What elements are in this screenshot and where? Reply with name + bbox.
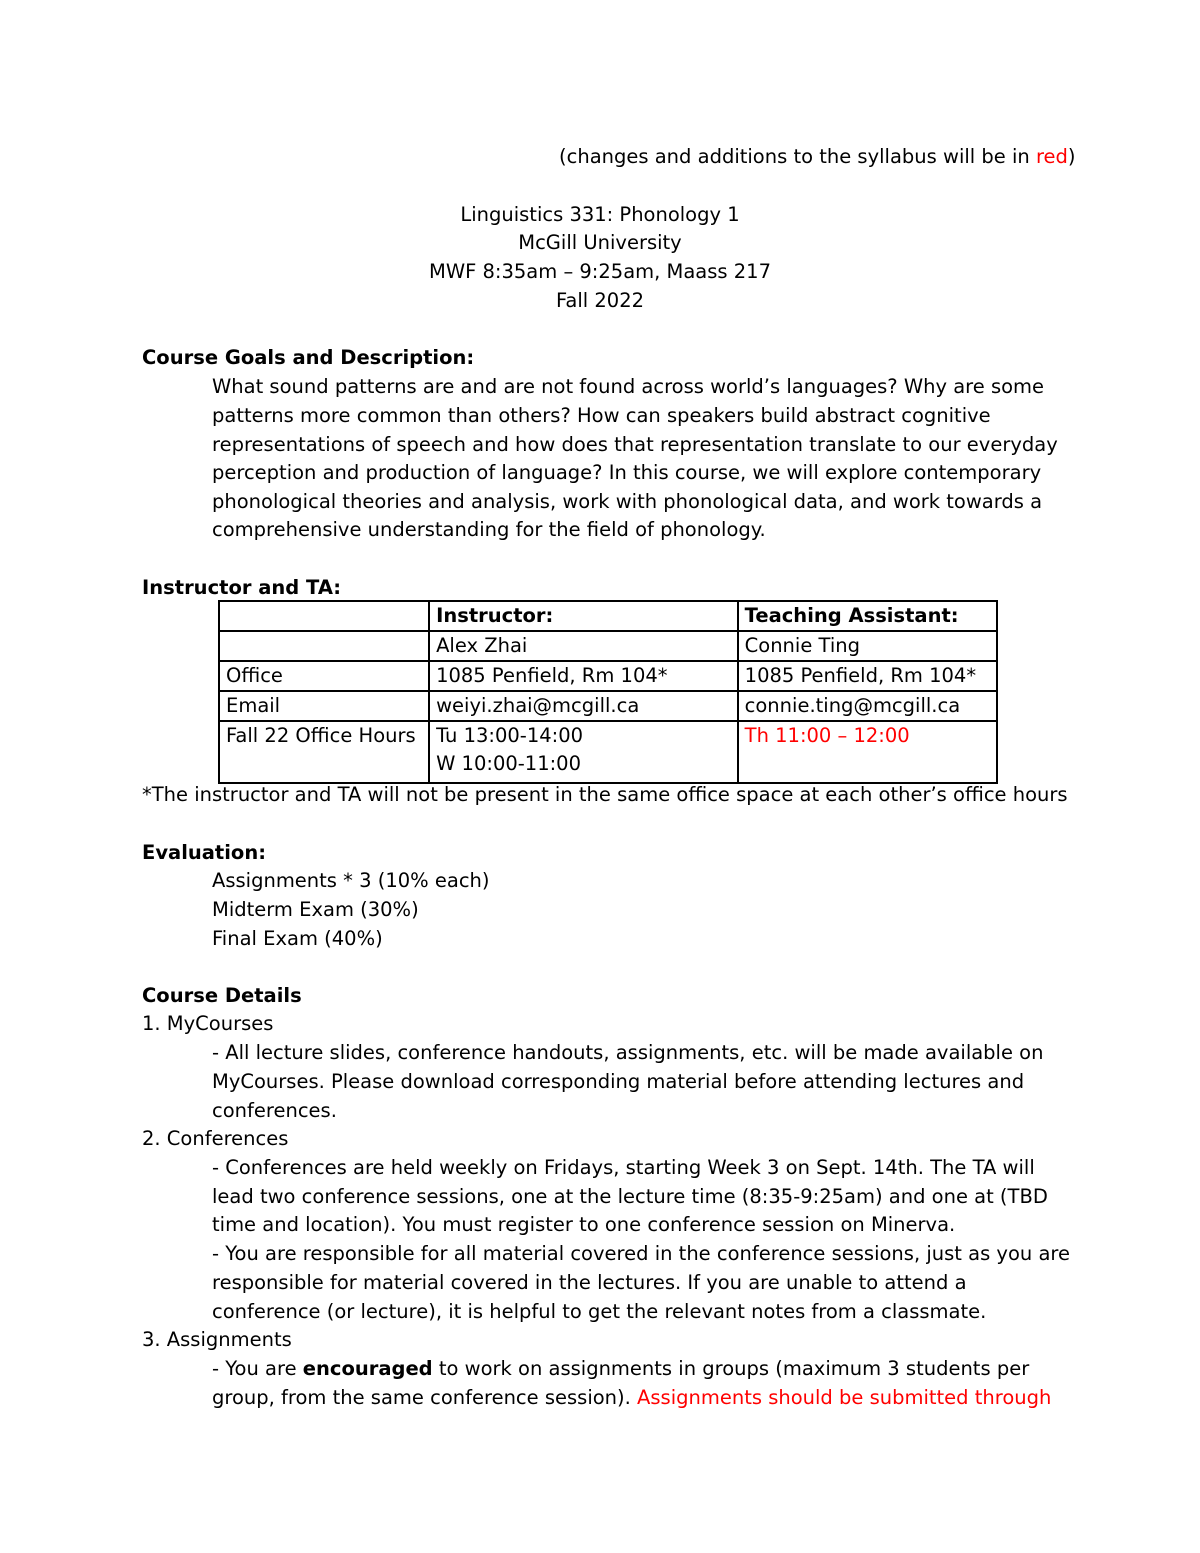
assignments-title: 3. Assignments [142,1328,292,1351]
goals-line: What sound patterns are and are not found across world’s languages? Why are some [212,375,1045,398]
conferences-line: lead two conference sessions, one at the lecture time (8:35-9:25am) and one at (TBD [212,1185,1048,1208]
assignments-red-text: Assignments should be submitted through [637,1386,1052,1409]
mycourses-title: 1. MyCourses [142,1012,274,1035]
note-prefix: (changes and additions to the syllabus will be in [559,145,1036,168]
ta-office: 1085 Penfield, Rm 104* [738,661,997,691]
assignments-line [212,1383,1051,1412]
assignments-text: group, from the same conference session). [212,1386,638,1409]
goals-heading: Course Goals and Description: [142,346,475,369]
ta-email: connie.ting@mcgill.ca [738,691,997,721]
evaluation-item: Assignments * 3 (10% each) [212,869,490,892]
evaluation-item: Final Exam (40%) [212,927,383,950]
mycourses-line: conferences. [212,1099,337,1122]
goals-line: comprehensive understanding for the field of phonology. [212,518,766,541]
table-row [219,661,997,691]
goals-line: representations of speech and how does that representation translate to our everyday [212,433,1058,456]
conferences-line: conference (or lecture), it is helpful to get the relevant notes from a classmate. [212,1300,987,1323]
table-row [219,601,997,631]
university-name: McGill University [518,231,682,254]
table-header-instructor: Instructor: [429,601,738,631]
assignments-line [212,1354,1029,1383]
table-cell [219,601,429,631]
instructor-hours-line: W 10:00-11:00 [436,752,581,775]
goals-line: patterns more common than others? How can speakers build abstract cognitive [212,404,991,427]
conferences-line: time and location). You must register to one conference session on Minerva. [212,1213,956,1236]
course-term: Fall 2022 [555,289,645,312]
staff-table [218,600,998,784]
row-label-office: Office [219,661,429,691]
staff-heading: Instructor and TA: [142,576,342,599]
conferences-title: 2. Conferences [142,1127,289,1150]
table-row [219,631,997,661]
table-header-ta: Teaching Assistant: [738,601,997,631]
details-heading: Course Details [142,984,302,1007]
course-title: Linguistics 331: Phonology 1 [460,203,740,226]
instructor-hours [429,721,738,783]
table-cell [219,631,429,661]
table-row [219,691,997,721]
conferences-line: - Conferences are held weekly on Fridays, starting Week 3 on Sept. 14th. The TA will [212,1156,1035,1179]
assignments-text: - You are [212,1357,303,1380]
note-red-word: red [1035,145,1068,168]
mycourses-line: - All lecture slides, conference handouts, assignments, etc. will be made available on [212,1041,1044,1064]
ta-name: Connie Ting [738,631,997,661]
instructor-office: 1085 Penfield, Rm 104* [429,661,738,691]
instructor-email: weiyi.zhai@mcgill.ca [429,691,738,721]
course-schedule: MWF 8:35am – 9:25am, Maass 217 [429,260,771,283]
conferences-line: responsible for material covered in the lectures. If you are unable to attend a [212,1271,967,1294]
mycourses-line: MyCourses. Please download corresponding material before attending lectures and [212,1070,1025,1093]
table-row [219,721,997,783]
row-label-email: Email [219,691,429,721]
red-changes-note [559,142,1076,171]
assignments-text: to work on assignments in groups (maximum 3 students per [432,1357,1030,1380]
evaluation-item: Midterm Exam (30%) [212,898,419,921]
assignments-bold-text: encouraged [302,1357,433,1380]
office-footnote: *The instructor and TA will not be present in the same office space at each other’s office hours [142,783,1068,806]
goals-line: perception and production of language? In this course, we will explore contemporary [212,461,1042,484]
evaluation-heading: Evaluation: [142,841,266,864]
ta-hours: Th 11:00 – 12:00 [738,721,997,783]
row-label-office-hours: Fall 22 Office Hours [219,721,429,783]
note-suffix: ) [1067,145,1076,168]
instructor-hours-line: Tu 13:00-14:00 [436,724,584,747]
instructor-name: Alex Zhai [429,631,738,661]
conferences-line: - You are responsible for all material covered in the conference sessions, just as you are [212,1242,1070,1265]
goals-line: phonological theories and analysis, work with phonological data, and work towards a [212,490,1043,513]
